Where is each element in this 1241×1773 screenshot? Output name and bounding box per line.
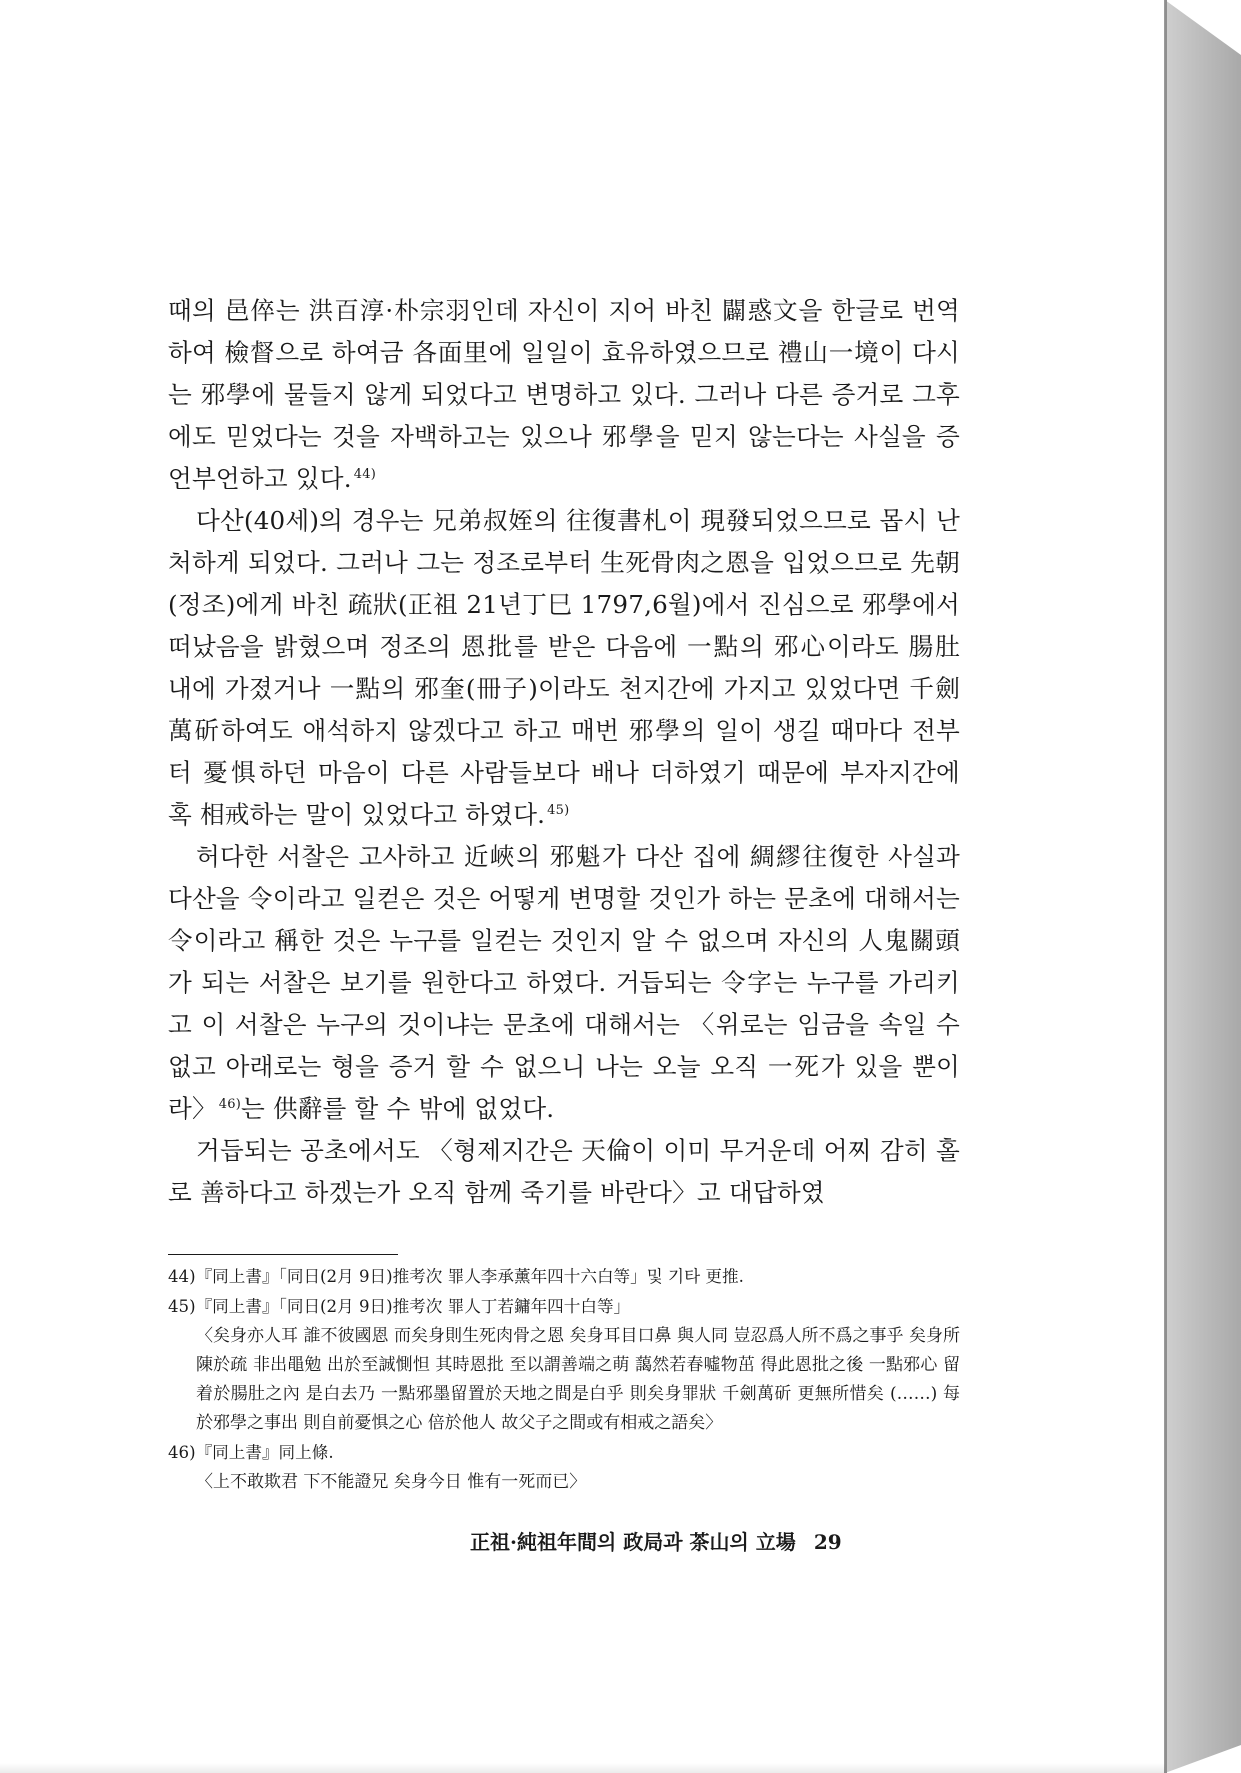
footnote-46: 46)『同上書』同上條. [168,1443,334,1462]
main-body-text [168,290,960,1214]
footnote-separator [168,1254,398,1255]
paragraph-3-text: 허다한 서찰은 고사하고 近峽의 邪魁가 다산 집에 綢繆往復한 사실과 다산을 令이라고 일컫은 것은 어떻게 변명할 것인가 하는 문초에 대해서는 令이라고 稱한 것은 누구를 일컫는 것인지 알 수 없으며 자신의 人鬼關頭가 되는 서찰은 보기를 원한다고 하였다. 거듭되는 令字는 누구를 가리키고 이 서찰은 누구의 것이냐는 문초에 대해서는 〈위로는 임금을 속일 수 없고 아래로는 형을 증거 할 수 없으니 나는 오늘 오직 一死가 있을 뿐이라〉 [168,842,960,1123]
page-edge-line [1165,0,1167,1773]
page-shadow [0,1763,1165,1773]
running-footer [470,1528,940,1556]
footnote-45-quote: 〈矣身亦人耳 誰不彼國恩 而矣身則生死肉骨之恩 矣身耳目口鼻 與人同 豈忍爲人所不爲之事乎 矣身所陳於疏 非出黽勉 出於至誠惻怛 其時恩批 至以謂善端之萌 藹然若春噓物茁 得此恩批之後 一點邪心 留着於腸肚之內 是白去乃 一點邪墨留置於天地之間是白乎 則矣身罪狀 千劍萬斫 更無所惜矣 (……) 每於邪學之事出 則自前憂惧之心 倍於他人 故父子之間或有相戒之語矣〉 [196,1326,960,1433]
paragraph-3-tail: 는 供辭를 할 수 [240,1094,411,1123]
footnotes-block [168,1262,960,1497]
paragraph-1-text: 때의 邑倅는 洪百淳·朴宗羽인데 자신이 지어 바친 闢惑文을 한글로 번역하여 檢督으로 하여금 各面里에 일일이 효유하였으므로 禮山一境이 다시는 邪學에 물들지 않게 되었다고 변명하고 있다. 그러나 다른 증거로 그후에도 믿었다는 것을 자백하고는 있으나 邪學을 믿지 않는다는 사실을 증언부언하고 있다. [168,296,960,493]
footnote-ref-44: 44) [353,467,376,482]
footnote-44: 44)『同上書』「同日(2月 9日)推考次 罪人李承薰年四十六白等」및 기타 更推. [168,1267,744,1286]
page-edge-side [1165,0,1241,1773]
paragraph-4-text: 거듭되는 공초에서도 〈형제지간은 天倫이 이미 무거운데 어찌 감히 홀로 善하다고 하겠는가 오직 함께 죽기를 바란다〉고 대답하였 [168,1136,960,1207]
footnote-45: 45)『同上書』「同日(2月 9日)推考次 罪人丁若鏞年四十白等」 [168,1297,631,1316]
paragraph-3-end: 밖에 없었다. [418,1094,555,1123]
paragraph-3 [168,836,960,1130]
paragraph-4 [168,1130,960,1214]
footnote-ref-46: 46) [218,1097,241,1112]
running-footer-title: 正祖·純祖年間의 政局과 茶山의 立場 [470,1530,796,1554]
footnote-46-quote: 〈上不敢欺君 下不能證兄 矣身今日 惟有一死而已〉 [196,1472,587,1492]
footnote-ref-45: 45) [547,803,570,818]
paragraph-2-text: 다산(40세)의 경우는 兄弟叔姪의 往復書札이 現發되었으므로 몹시 난처하게 되었다. 그러나 그는 정조로부터 生死骨肉之恩을 입었으므로 先朝(정조)에게 바친 疏狀(正祖 21년丁巳 1797,6월)에서 진심으로 邪學에서 떠났음을 밝혔으며 정조의 恩批를 받은 다음에 一點의 邪心이라도 腸肚 내에 가졌거나 一點의 邪奎(冊子)이라도 천지간에 가지고 있었다면 千劍 萬斫하여도 애석하지 않겠다고 하고 매번 邪學의 일이 생길 때마다 전부터 憂惧하던 마음이 다른 사람들보다 배나 더하였기 때문에 부자지간에 혹 相戒하는 말이 있었다고 하였다. [168,506,960,829]
paragraph-2 [168,500,960,836]
page-number: 29 [813,1530,842,1554]
paragraph-1 [168,290,960,500]
